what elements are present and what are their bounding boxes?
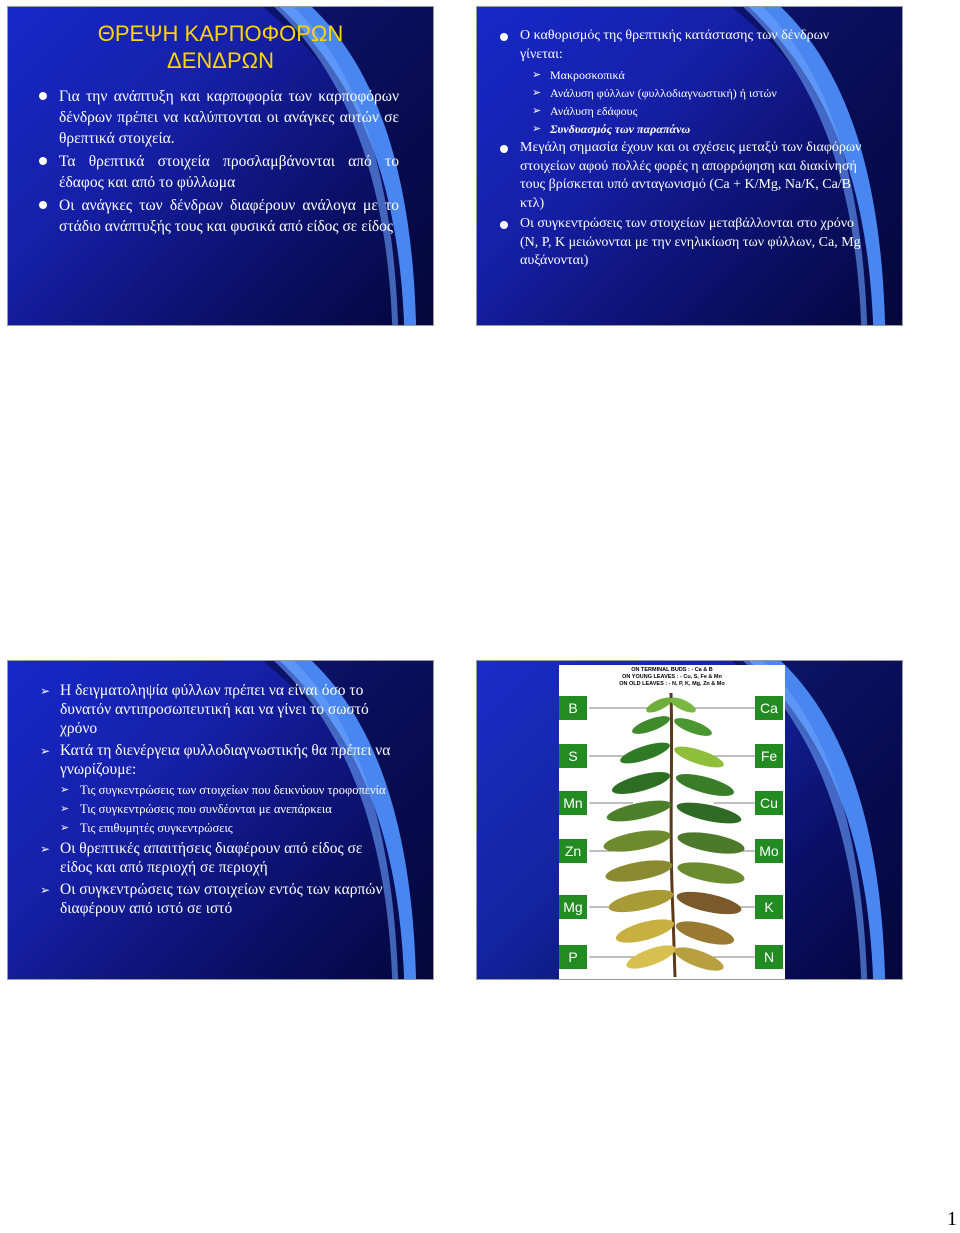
slide-1 [7,6,434,326]
bullet-dot-icon [500,33,508,41]
element-tag-right: N [755,945,783,969]
sub-item: ➢ Ανάλυση φύλλων (φυλλοδιαγνωστική) ή ιστών [532,86,777,100]
sub-item: ➢ Τις επιθυμητές συγκεντρώσεις [60,821,233,835]
bullet-item: Ο καθορισμός της θρεπτικής κατάστασης των δένδρων γίνεται: [500,27,872,64]
arrow-bullet-icon: ➢ [40,684,51,698]
slide-3 [7,660,434,980]
arrow-bullet-icon: ➢ [532,68,542,81]
title-line-2: ΔΕΝΔΡΩΝ [167,48,274,73]
slide-title [8,20,433,74]
arrow-bullet-icon: ➢ [60,783,70,796]
sub-item: ➢ Τις συγκεντρώσεις που συνδέονται με ανεπάρκεια [60,802,332,816]
deficiency-legend: ON TERMINAL BUDS : - Ca & B ON YOUNG LEAVES : - Cu, S, Fe & Mn ON OLD LEAVES : - N, P, K, Mg, Zn & Mo [619,667,725,687]
sub-item: ➢ Ανάλυση εδάφους [532,104,638,118]
plant-illustration [559,665,785,979]
arrow-item: ➢ Κατά τη διενέργεια φυλλοδιαγνωστικής θα πρέπει να γνωρίζουμε: [40,742,391,778]
element-tag-left: S [559,744,587,768]
bullet-item: Οι συγκεντρώσεις των στοιχείων μεταβάλλονται στο χρόνο (N, P, K μειώνονται με την ενηλικίωση των φύλλων, Ca, Mg αυξάνονται) [500,215,872,271]
element-tag-left: Mn [559,791,587,815]
element-tag-left: Zn [559,839,587,863]
element-tag-right: Mo [755,839,783,863]
arrow-bullet-icon: ➢ [60,802,70,815]
element-tag-left: B [559,696,587,720]
bullet-dot-icon [39,92,47,100]
slide-2-bullets [500,27,872,273]
arrow-item: ➢ Η δειγματοληψία φύλλων πρέπει να είναι όσο το δυνατόν αντιπροσωπευτική και να γίνει το σωστό χρόνο [40,682,369,737]
bullet-dot-icon [500,221,508,229]
slide-4 [476,660,903,980]
arrow-item: ➢ Οι συγκεντρώσεις των στοιχείων εντός των καρπών διαφέρουν από ιστό σε ιστό [40,881,383,917]
bullet-item: Μεγάλη σημασία έχουν και οι σχέσεις μεταξύ των διαφόρων στοιχείων αφού πολλές φορές η απορρόφηση και διακίνησή τους βρίσκεται υπό ανταγωνισμό (Ca + K/Mg, Na/K, Ca/B κτλ) [500,139,872,213]
slide-1-bullets [39,86,399,239]
arrow-bullet-icon: ➢ [40,744,51,758]
element-tag-right: K [755,895,783,919]
arrow-bullet-icon: ➢ [60,821,70,834]
sub-list [500,66,872,138]
arrow-item: ➢ Οι θρεπτικές απαιτήσεις διαφέρουν από είδος σε είδος και από περιοχή σε περιοχή [40,840,363,876]
bullet-item: Για την ανάπτυξη και καρποφορία των καρποφόρων δένδρων πρέπει να καλύπτονται οι ανάγκες αυτών σε θρεπτικά στοιχεία. [39,86,399,149]
element-tag-left: P [559,945,587,969]
sub-item: ➢ Συνδυασμός των παραπάνω [532,122,691,136]
title-line-1: ΘΡΕΨΗ ΚΑΡΠΟΦΟΡΩΝ [97,21,344,46]
sub-item: ➢ Μακροσκοπικά [532,68,625,82]
bullet-dot-icon [500,145,508,153]
slide-3-bullets [40,681,398,921]
bullet-dot-icon [39,201,47,209]
arrow-bullet-icon: ➢ [40,842,51,856]
element-tag-right: Fe [755,744,783,768]
page-number: 1 [947,1208,957,1230]
slide-2 [476,6,903,326]
element-tag-right: Cu [755,791,783,815]
element-tag-left: Mg [559,895,587,919]
arrow-bullet-icon: ➢ [532,122,542,135]
bullet-item: Οι ανάγκες των δένδρων διαφέρουν ανάλογα με το στάδιο ανάπτυξής τους και φυσικά από είδος σε είδος [39,195,399,237]
bullet-dot-icon [39,157,47,165]
arrow-bullet-icon: ➢ [532,104,542,117]
nutrient-deficiency-plant-image [559,665,785,979]
arrow-bullet-icon: ➢ [532,86,542,99]
element-tag-right: Ca [755,696,783,720]
arrow-bullet-icon: ➢ [40,883,51,897]
bullet-item: Τα θρεπτικά στοιχεία προσλαμβάνονται από το έδαφος και από το φύλλωμα [39,151,399,193]
sub-item: ➢ Τις συγκεντρώσεις των στοιχείων που δεικνύουν τροφοπενία [60,783,386,797]
